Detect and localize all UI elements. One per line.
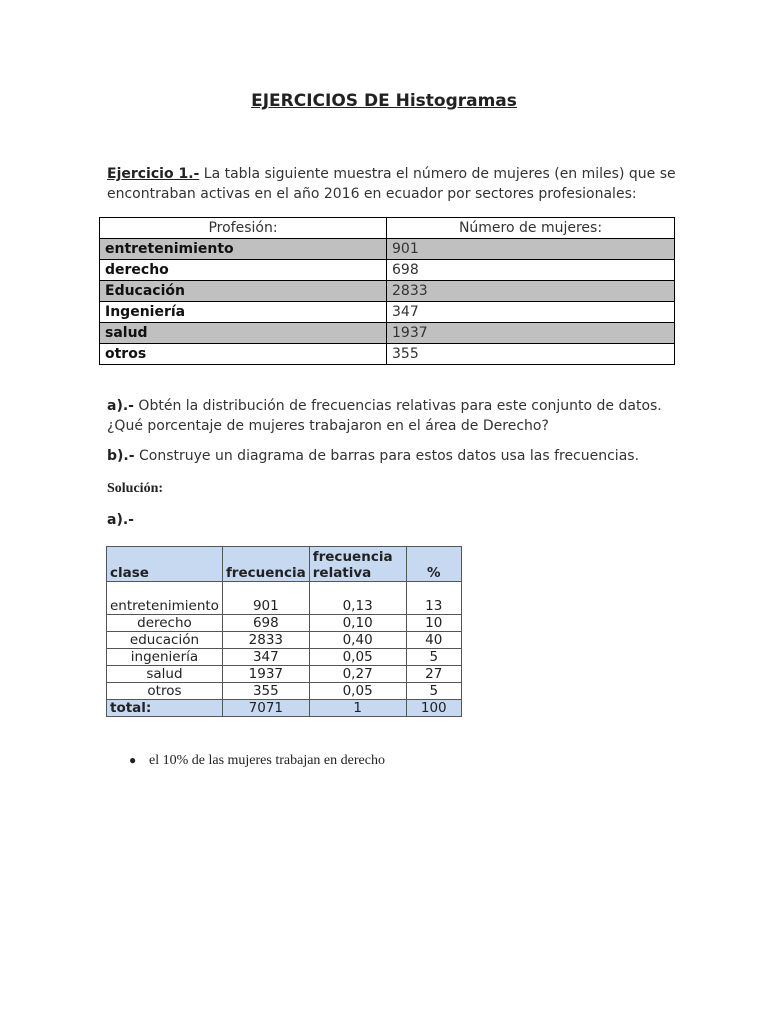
total-label: total: <box>107 700 223 717</box>
cell-relativa: 0,05 <box>309 683 406 700</box>
table-row <box>107 582 462 615</box>
cell-frecuencia: 901 <box>222 582 309 615</box>
question-b-text: Construye un diagrama de barras para estos datos usa las frecuencias. <box>134 448 640 464</box>
cell-clase: educación <box>107 632 223 649</box>
cell-percent: 27 <box>406 666 462 683</box>
header-profession: Profesión: <box>100 218 387 239</box>
header-frecuencia-relativa: frecuencia relativa <box>309 547 406 582</box>
cell-percent: 5 <box>406 683 462 700</box>
table-row <box>100 260 675 281</box>
cell-percent: 10 <box>406 615 462 632</box>
question-a <box>107 396 677 436</box>
cell-relativa: 0,40 <box>309 632 406 649</box>
question-b-label: b).- <box>107 448 135 464</box>
table-row <box>100 344 675 365</box>
header-clase: clase <box>107 547 223 582</box>
frequency-header-row <box>107 547 462 582</box>
table-row <box>107 666 462 683</box>
cell-clase: derecho <box>107 615 223 632</box>
answer-a-label: a).- <box>107 512 134 528</box>
cell-percent: 5 <box>406 649 462 666</box>
cell-relativa: 0,05 <box>309 649 406 666</box>
table-row <box>100 239 675 260</box>
row-value: 2833 <box>387 281 675 302</box>
row-value: 698 <box>387 260 675 281</box>
cell-frecuencia: 698 <box>222 615 309 632</box>
row-value: 355 <box>387 344 675 365</box>
row-profession: derecho <box>100 260 387 281</box>
total-percent: 100 <box>406 700 462 717</box>
cell-percent: 13 <box>406 582 462 615</box>
table-header-row <box>100 218 675 239</box>
cell-frecuencia: 2833 <box>222 632 309 649</box>
table-row <box>100 281 675 302</box>
question-b <box>107 446 677 466</box>
table-row <box>100 302 675 323</box>
cell-relativa: 0,13 <box>309 582 406 615</box>
cell-frecuencia: 355 <box>222 683 309 700</box>
row-profession: Educación <box>100 281 387 302</box>
row-value: 901 <box>387 239 675 260</box>
header-women-count: Número de mujeres: <box>387 218 675 239</box>
row-profession: entretenimiento <box>100 239 387 260</box>
table-row <box>107 632 462 649</box>
header-percent: % <box>406 547 462 582</box>
page-title: EJERCICIOS DE Histogramas <box>251 91 517 111</box>
table-row <box>100 323 675 344</box>
professions-table <box>99 217 675 365</box>
cell-percent: 40 <box>406 632 462 649</box>
cell-relativa: 0,27 <box>309 666 406 683</box>
bullet-icon: ● <box>129 753 137 767</box>
cell-clase: entretenimiento <box>107 582 223 615</box>
cell-frecuencia: 347 <box>222 649 309 666</box>
frequency-table <box>106 546 462 717</box>
cell-clase: ingeniería <box>107 649 223 666</box>
cell-frecuencia: 1937 <box>222 666 309 683</box>
total-relativa: 1 <box>309 700 406 717</box>
table-row <box>107 649 462 666</box>
total-frecuencia: 7071 <box>222 700 309 717</box>
bullet-text: el 10% de las mujeres trabajan en derecho <box>149 753 385 768</box>
table-row <box>107 615 462 632</box>
table-row <box>107 683 462 700</box>
row-profession: otros <box>100 344 387 365</box>
row-value: 1937 <box>387 323 675 344</box>
row-value: 347 <box>387 302 675 323</box>
question-a-text: Obtén la distribución de frecuencias relativas para este conjunto de datos. ¿Qué porcentaje de mujeres trabajaron en el área de Derecho? <box>107 398 662 434</box>
exercise-label: Ejercicio 1.- <box>107 166 200 182</box>
row-profession: Ingeniería <box>100 302 387 323</box>
cell-clase: otros <box>107 683 223 700</box>
exercise-intro <box>107 164 677 204</box>
cell-relativa: 0,10 <box>309 615 406 632</box>
question-a-label: a).- <box>107 398 134 414</box>
header-frecuencia: frecuencia <box>222 547 309 582</box>
exercise-text: La tabla siguiente muestra el número de mujeres (en miles) que se encontraban activas en el año 2016 en ecuador por sectores profesionales: <box>107 166 676 202</box>
cell-clase: salud <box>107 666 223 683</box>
solution-label: Solución: <box>107 481 164 496</box>
bullet-item <box>129 753 385 769</box>
row-profession: salud <box>100 323 387 344</box>
total-row <box>107 700 462 717</box>
